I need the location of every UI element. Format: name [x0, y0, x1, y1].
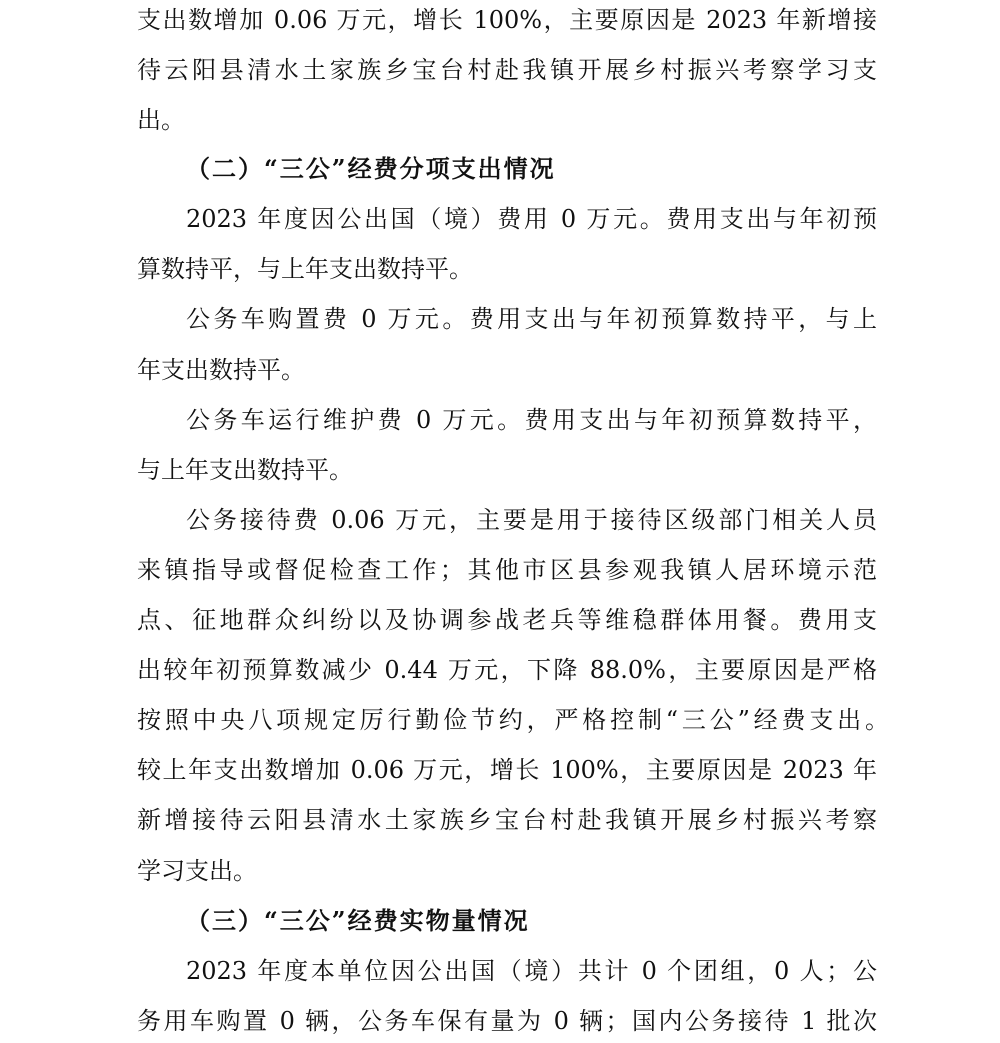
paragraph-line: 务用车购置 0 辆，公务车保有量为 0 辆；国内公务接待 1 批次	[137, 1007, 877, 1035]
paragraph-line: 学习支出。	[137, 857, 257, 885]
paragraph-line: 支出数增加 0.06 万元，增长 100%，主要原因是 2023 年新增接	[137, 6, 877, 34]
paragraph-line: 较上年支出数增加 0.06 万元，增长 100%，主要原因是 2023 年	[137, 756, 877, 784]
paragraph-line: 公务接待费 0.06 万元，主要是用于接待区级部门相关人员	[186, 506, 877, 534]
paragraph-line: 新增接待云阳县清水土家族乡宝台村赴我镇开展乡村振兴考察	[137, 806, 877, 834]
paragraph-line: 公务车运行维护费 0 万元。费用支出与年初预算数持平，	[186, 406, 877, 434]
paragraph-line: 算数持平，与上年支出数持平。	[137, 255, 473, 283]
paragraph-line: 与上年支出数持平。	[137, 456, 353, 484]
paragraph-line: 2023 年度因公出国（境）费用 0 万元。费用支出与年初预	[186, 205, 877, 233]
section-heading: （三）“三公”经费实物量情况	[186, 906, 530, 935]
paragraph-line: 来镇指导或督促检查工作；其他市区县参观我镇人居环境示范	[137, 556, 877, 584]
paragraph-line: 2023 年度本单位因公出国（境）共计 0 个团组，0 人；公	[186, 957, 877, 985]
paragraph-line: 点、征地群众纠纷以及协调参战老兵等维稳群体用餐。费用支	[137, 606, 877, 634]
paragraph-line: 出较年初预算数减少 0.44 万元，下降 88.0%，主要原因是严格	[137, 656, 877, 684]
paragraph-line: 按照中央八项规定厉行勤俭节约，严格控制“三公”经费支出。	[137, 706, 889, 734]
paragraph-line: 待云阳县清水土家族乡宝台村赴我镇开展乡村振兴考察学习支	[137, 56, 877, 84]
paragraph-line: 出。	[137, 106, 185, 134]
paragraph-line: 公务车购置费 0 万元。费用支出与年初预算数持平，与上	[186, 305, 877, 333]
section-heading: （二）“三公”经费分项支出情况	[186, 154, 556, 183]
paragraph-line: 年支出数持平。	[137, 356, 305, 384]
